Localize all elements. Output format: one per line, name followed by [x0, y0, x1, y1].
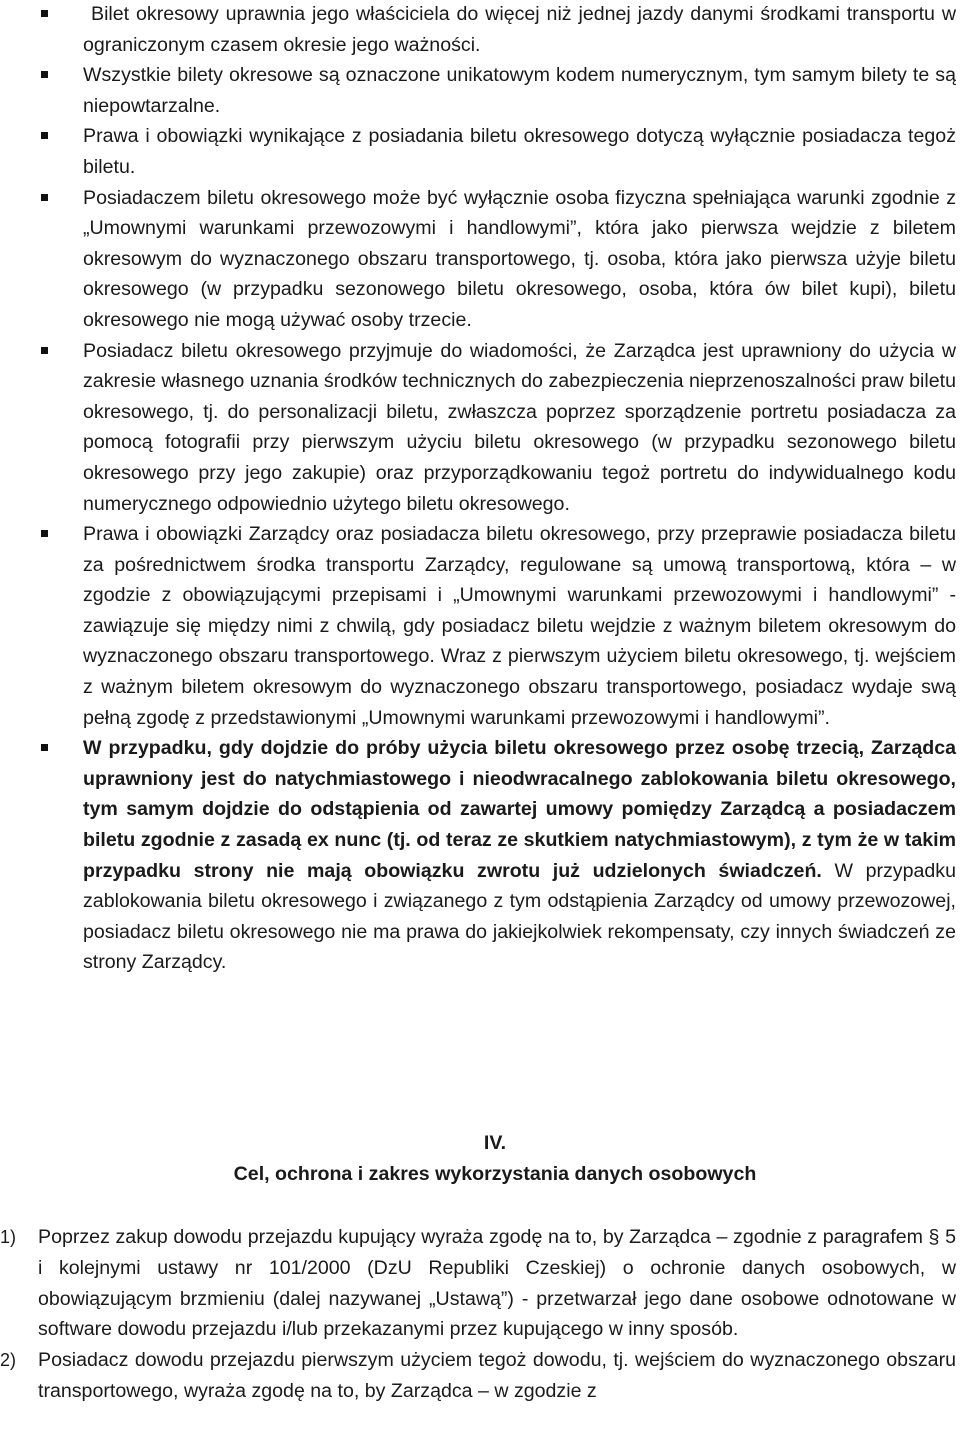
square-bullet-icon: [41, 744, 48, 751]
bullet-text: Posiadaczem biletu okresowego może być wyłącznie osoba fizyczna spełniająca warunki zgodnie z „Umownymi warunkami przewozowymi i handlowymi”, która jako pierwsza wejdzie z biletem okresowym do wyznaczonego obszaru transportowego, tj. osoba, która jako pierwsza użyje biletu okresowego (w przypadku sezonowego biletu okresowego, osoba, która ów bilet kupi), biletu okresowego nie mogą używać osoby trzecie.: [83, 186, 956, 331]
bullet-bold-text: W przypadku, gdy dojdzie do próby użycia biletu okresowego przez osobę trzecią, Zarządca uprawniony jest do natychmiastowego i nieodwracalnego zablokowania biletu okresowego, tym samym dojdzie do odstąpienia od zawartej umowy pomiędzy Zarządcą a posiadaczem biletu zgodnie z zasadą ex nunc (tj. od teraz ze skutkiem natychmiastowym), z tym że w takim przypadku strony nie mają obowiązku zwrotu już udzielonych świadczeń.: [83, 737, 956, 882]
numbered-text: Posiadacz dowodu przejazdu pierwszym użyciem tegoż dowodu, tj. wejściem do wyznaczonego obszaru transportowego, wyraża zgodę na to, by Zarządca – w zgodzie z: [38, 1349, 956, 1402]
square-bullet-icon: [41, 347, 48, 354]
section-heading-block: [0, 1128, 960, 1190]
item-number: 1): [0, 1227, 17, 1247]
square-bullet-icon: [41, 194, 48, 201]
square-bullet-icon: [41, 132, 48, 139]
bullet-text: Posiadacz biletu okresowego przyjmuje do wiadomości, że Zarządca jest uprawniony do użycia w zakresie własnego uznania środków technicznych do zabezpieczenia nieprzenoszalności praw biletu okresowego, tj. do personalizacji biletu, zwłaszcza poprzez sporządzenie portretu posiadacza za pomocą fotografii przy pierwszym użyciu biletu okresowego (w przypadku sezonowego biletu okresowego przy jego zakupie) oraz przyporządkowaniu tegoż portretu do indywidualnego kodu numerycznego odpowiednio użytego biletu okresowego.: [83, 339, 956, 515]
section-number: IV.: [483, 1132, 507, 1154]
bullet-text: Wszystkie bilety okresowe są oznaczone unikatowym kodem numerycznym, tym samym bilety te są niepowtarzalne.: [83, 64, 956, 117]
item-number: 2): [0, 1350, 17, 1371]
bullet-text: W przypadku zablokowania biletu okresowego i związanego z tym odstąpienia Zarządcy od umowy przewozowej, posiadacz biletu okresowego nie ma prawa do jakiejkolwiek rekompensaty, czy innych świadczeń ze strony Zarządcy.: [83, 859, 956, 974]
numbered-item-2: [0, 1345, 960, 1407]
bullet-text: Bilet okresowy uprawnia jego właściciela do więcej niż jednej jazdy danymi środkami transportu w ograniczonym czasem okresie jego ważności.: [83, 3, 956, 56]
numbered-list: [0, 1222, 960, 1407]
bullet-item-5: [0, 336, 960, 520]
numbered-text: Poprzez zakup dowodu przejazdu kupujący wyraża zgodę na to, by Zarządca – zgodnie z paragrafem § 5 i kolejnymi ustawy nr 101/2000 (DzU Republiki Czeskiej) o ochronie danych osobowych, w obowiązującym brzmieniu (dalej nazywanej „Ustawą”) - przetwarzał jego dane osobowe odnotowane w software dowodu przejazdu i/lub przekazanymi przez kupującego w inny sposób.: [38, 1226, 956, 1341]
bullet-item-2: [0, 60, 960, 121]
bullet-item-7: [0, 733, 960, 978]
bullet-item-3: [0, 121, 960, 182]
square-bullet-icon: [41, 71, 48, 78]
bullet-text: Prawa i obowiązki Zarządcy oraz posiadacza biletu okresowego, przy przeprawie posiadacza biletu za pośrednictwem środka transportu Zarządcy, regulowane są umową transportową, która – w zgodzie z obowiązującymi przepisami i „Umownymi warunkami przewozowymi i handlowymi” - zawiązuje się między nimi z chwilą, gdy posiadacz biletu wejdzie z ważnym biletem okresowym do wyznaczonego obszaru transportowego. Wraz z pierwszym użyciem biletu okresowego, tj. wejściem z ważnym biletem okresowym do wyznaczonego obszaru transportowego, posiadacz wydaje swą pełną zgodę z przedstawionymi „Umownymi warunkami przewozowymi i handlowymi”.: [83, 523, 956, 729]
bullet-text: Prawa i obowiązki wynikające z posiadania biletu okresowego dotyczą wyłącznie posiadacza tegoż biletu.: [83, 125, 956, 178]
bullet-item-1: [0, 0, 960, 60]
bullet-item-4: [0, 183, 960, 336]
square-bullet-icon: [41, 530, 48, 537]
square-bullet-icon: [41, 10, 48, 17]
section-title: Cel, ochrona i zakres wykorzystania danych osobowych: [233, 1163, 757, 1185]
numbered-item-1: [0, 1222, 960, 1345]
bullet-item-6: [0, 519, 960, 733]
